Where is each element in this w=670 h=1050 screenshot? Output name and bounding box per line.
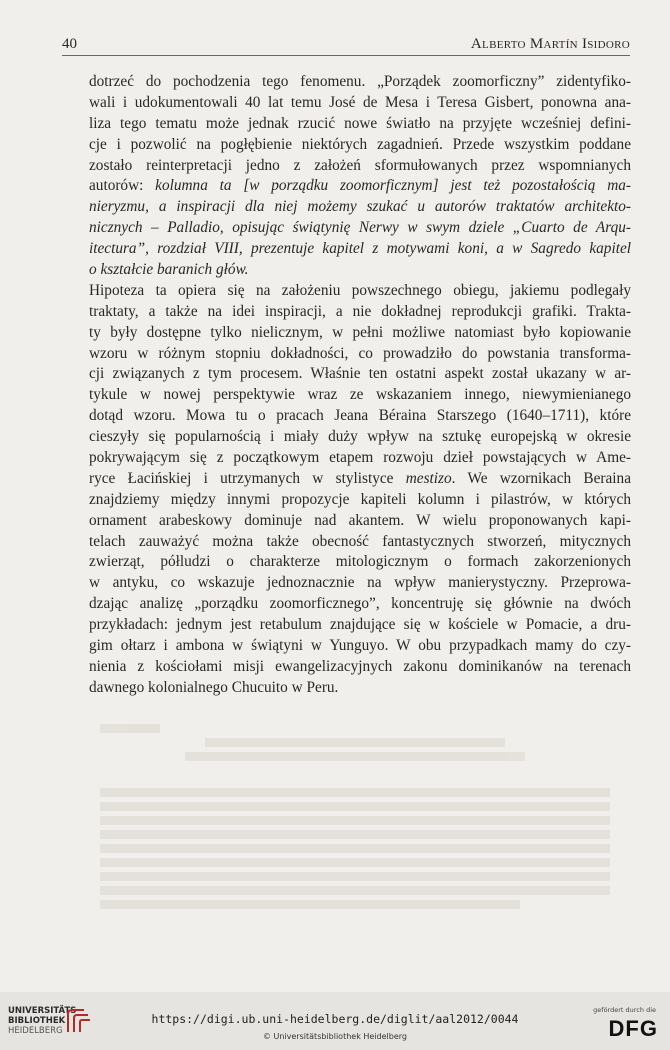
running-author: Alberto Martín Isidoro (470, 36, 630, 52)
text-span: cieszyły się popularnością i miały duży wpływ na sztukę europejską w okresie (89, 428, 631, 446)
text-span: liza tego tematu może jednak rzucić nowe światło na przyjęte wcześniej defini- (89, 114, 631, 132)
text-line (89, 302, 631, 323)
text-line (89, 385, 631, 406)
text-line (89, 469, 631, 490)
text-span: nienia z kościołami misji ewangelizacyjnych zakonu dominikanów na terenach (89, 657, 631, 675)
text-span: dotąd wzoru. Mowa tu o pracach Jeana Béraina Starszego (1640–1711), które (89, 407, 631, 425)
text-line (89, 72, 631, 93)
copyright-note: © Universitätsbibliothek Heidelberg (262, 1032, 407, 1041)
text-line (89, 636, 631, 657)
text-line (89, 615, 631, 636)
text-span: znajdziemy między innymi propozycje kapiteli kolumn i pilastrów, w których (89, 490, 631, 508)
text-span: cji związanych z tym procesem. Właśnie ten ostatni aspekt został ukazany w ar- (89, 365, 631, 383)
text-span: traktaty, a także na idei inspiracji, a nie dokładnej reprodukcji grafiki. Trakta- (89, 302, 631, 320)
text-span: wzoru w różnym stopniu dokładności, co prowadziło do powstania transforma- (89, 344, 631, 362)
text-line (89, 197, 631, 218)
text-line (89, 448, 631, 469)
text-line (89, 281, 631, 302)
text-line (89, 260, 631, 281)
text-line (89, 490, 631, 511)
italic-span: mestizo (405, 469, 452, 487)
text-line (89, 344, 631, 365)
text-span: cje i pozwolić na pogłębienie niektórych zagadnień. Przede wszystkim poddane (89, 135, 631, 153)
text-line (89, 218, 631, 239)
italic-span: itectura”, rozdział VIII, prezentuje kapitel z motywami koni, a w Sagredo kapitel (89, 240, 631, 258)
italic-span: nicznych – Palladio, opisując świątynię Nerwy w swym dziele „Cuarto de Arqu- (89, 219, 631, 237)
dfg-logo[interactable]: DFG (608, 1016, 658, 1041)
text-span: wali i udokumentowali 40 lat temu José de Mesa i Teresa Gisbert, ponowna ana- (89, 93, 631, 111)
text-line (89, 532, 631, 553)
text-line (89, 93, 631, 114)
text-span: dotrzeć do pochodzenia tego fenomenu. „Porządek zoomorficzny” zidentyfiko- (89, 73, 631, 90)
text-span: zostało reinterpretacji jedno z założeń sformułowanych przez wspomnianych (89, 156, 631, 174)
text-span: ornament arabeskowy dominuje nad akantem. W wielu proponowanych kapi- (89, 511, 631, 529)
text-span: ryce Łacińskiej i utrzymanych w stylistyce (89, 469, 406, 487)
text-span: gim ołtarz i ambona w świątyni w Yunguyo. W obu przypadkach mamy do czy- (89, 637, 631, 655)
text-span: zwierząt, półludzi o charakterze mitologicznym o formach zakorzenionych (89, 553, 631, 571)
library-name-line-2: BIBLIOTHEK (8, 1016, 66, 1026)
italic-span: kolumna ta [w porządku zoomorficznym] jest też pozostałością ma- (155, 177, 631, 195)
text-line (89, 156, 631, 177)
text-line (89, 323, 631, 344)
text-span: pokrywającym się z początkowym etapem rozwoju dzieł powstających w Ame- (89, 449, 631, 467)
text-line (89, 511, 631, 532)
italic-span: o kształcie baranich głów. (89, 261, 249, 279)
library-name-line-1: UNIVERSITÄTS- (8, 1006, 80, 1016)
text-line (89, 573, 631, 594)
text-line (89, 239, 631, 260)
text-line (89, 427, 631, 448)
text-line (89, 594, 631, 615)
text-span: ty były dostępne tylko nielicznym, w pełni możliwe natomiast było kopiowanie (89, 323, 631, 341)
text-span: telach zauważyć można także obecność fantastycznych stworzeń, mitycznych (89, 532, 631, 550)
footer-bar (0, 992, 670, 1050)
paragraph-2 (89, 281, 631, 699)
body-text (89, 72, 631, 699)
italic-span: nieryzmu, a inspiracji dla niej możemy szukać u autorów traktatów architekto- (89, 198, 631, 216)
paragraph-1 (89, 72, 631, 281)
text-line (89, 114, 631, 135)
text-line (89, 406, 631, 427)
text-span: autorów: (89, 177, 156, 195)
funder-note: gefördert durch die (593, 1006, 656, 1014)
text-span: przykładach: jednym jest retabulum znajdujące się w kościele w Pomacie, a dru- (89, 616, 631, 634)
running-head (62, 36, 630, 56)
text-span: w antyku, co wskazuje jednoznacznie na wpływ manierystyczny. Przeprowa- (89, 574, 631, 592)
text-line (89, 552, 631, 573)
text-line (89, 176, 631, 197)
text-span: dzając analizę „porządku zoomorficznego”, koncentruję się głównie na dwóch (89, 595, 631, 613)
text-line (89, 678, 631, 699)
text-span: . We wzornikach Beraina (451, 469, 631, 487)
text-span: tykule w nowej perspektywie wraz ze wskazaniem innego, niewymienianego (89, 386, 631, 404)
library-city: HEIDELBERG (8, 1026, 63, 1036)
text-line (89, 364, 631, 385)
text-span: Hipoteza ta opiera się na założeniu powszechnego obiegu, jakiemu podlegały (89, 281, 631, 299)
text-line (89, 657, 631, 678)
permalink-url[interactable]: https://digi.ub.uni-heidelberg.de/diglit/aal2012/0044 (151, 1012, 519, 1026)
show-through-ghost (100, 720, 610, 914)
text-span: dawnego kolonialnego Chucuito w Peru. (89, 678, 339, 696)
text-line (89, 135, 631, 156)
page-number: 40 (62, 36, 77, 52)
